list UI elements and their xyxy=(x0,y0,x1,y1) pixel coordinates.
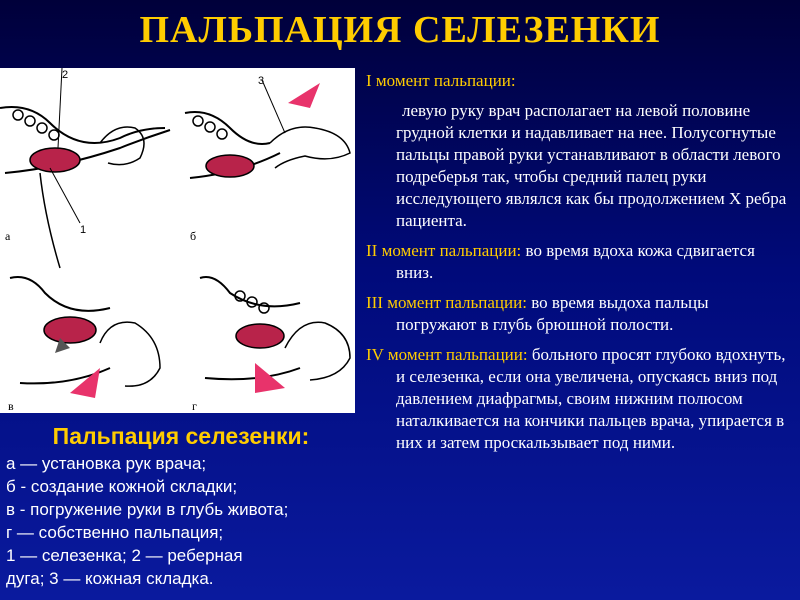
moment-2 xyxy=(366,240,791,284)
moment-3 xyxy=(366,292,791,336)
moment-4-heading: IV момент пальпации: xyxy=(366,345,528,364)
moment-3-heading: III момент пальпации: xyxy=(366,293,527,312)
panel-a xyxy=(0,68,170,268)
panel-label-b: б xyxy=(190,229,197,243)
slide-title: ПАЛЬПАЦИЯ СЕЛЕЗЕНКИ xyxy=(139,9,661,51)
spleen-shape xyxy=(236,324,284,348)
moment-4-text: больного просят глубоко вдохнуть, и селезенка, если она увеличена, опускаясь вниз под давлением диафрагмы, своим нижним полюсом наталкивается на кончики пальцев врача, упирается в них и затем проскальзывает под ними. xyxy=(396,345,786,452)
panel-label-a: а xyxy=(5,229,11,243)
figure-legend xyxy=(6,422,356,590)
legend-line: 1 — селезенка; 2 — реберная xyxy=(6,546,243,565)
moment-4 xyxy=(366,344,791,454)
legend-line: в - погружение руки в глубь живота; xyxy=(6,500,289,519)
moment-2-text: во время вдоха кожа сдвигается вниз. xyxy=(396,241,755,282)
palpation-description xyxy=(366,70,791,462)
panel-d xyxy=(192,277,350,413)
panel-c xyxy=(8,277,160,413)
panel-label-g: г xyxy=(192,399,197,413)
legend-line: б - создание кожной складки; xyxy=(6,477,238,496)
legend-line: г — собственно пальпация; xyxy=(6,523,224,542)
label-number-1: 1 xyxy=(80,224,87,236)
spleen-shape xyxy=(44,317,96,343)
label-number-3: 3 xyxy=(258,75,265,87)
moment-1-text: левую руку врач располагает на левой половине грудной клетки и надавливает на нее. Полусогнутые пальцы правой руки устанавливают в области левого подреберья так, чтобы средний палец руки исследующего являлся как бы продолжением X ребра пациента. xyxy=(396,101,787,230)
label-number-2: 2 xyxy=(62,69,69,81)
panel-b xyxy=(185,75,350,243)
panel-label-v: в xyxy=(8,399,14,413)
moment-3-text: во время выдоха пальцы погружают в глубь брюшной полости. xyxy=(396,293,709,334)
moment-1-heading: I момент пальпации: xyxy=(366,71,516,90)
moment-2-heading: II момент пальпации: xyxy=(366,241,522,260)
spleen-shape xyxy=(206,155,254,177)
palpation-illustration xyxy=(0,68,355,413)
legend-line: дуга; 3 — кожная складка. xyxy=(6,569,214,588)
spleen-shape xyxy=(30,148,80,172)
legend-title: Пальпация селезенки: xyxy=(52,423,310,449)
legend-line: а — установка рук врача; xyxy=(6,454,207,473)
